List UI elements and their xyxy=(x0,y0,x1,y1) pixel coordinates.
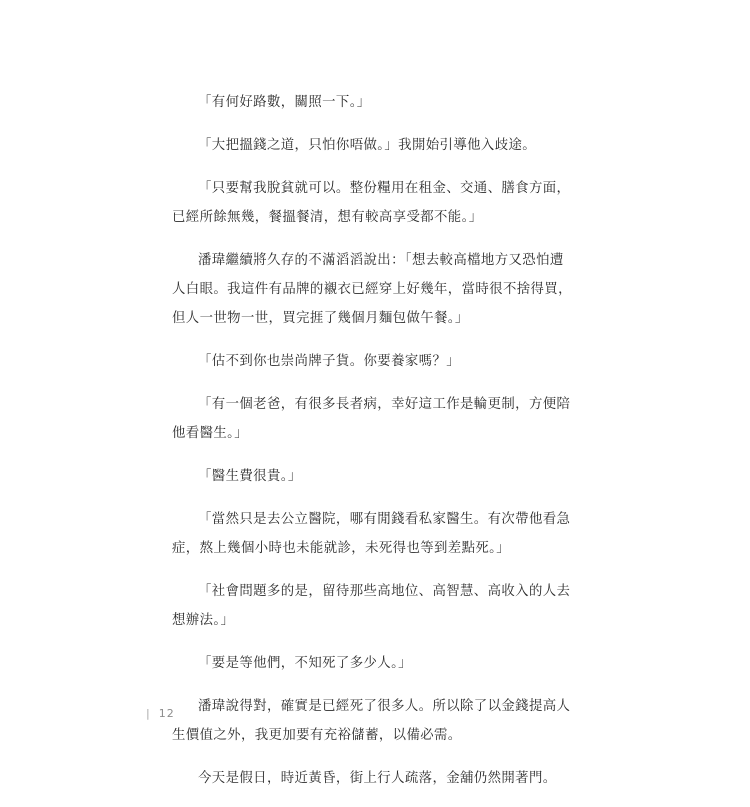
footer-separator: | xyxy=(146,707,151,720)
paragraph: 「醫生費很貴。」 xyxy=(198,469,302,484)
paragraph: 「大把搵錢之道，只怕你唔做。」我開始引導他入歧途。 xyxy=(198,138,537,153)
paragraph: 「社會問題多的是，留待那些高地位、高智慧、高收入的人去想辦法。」 xyxy=(172,584,571,628)
paragraph: 「要是等他們，不知死了多少人。」 xyxy=(198,656,412,671)
paragraph: 「有一個老爸，有很多長者病，幸好這工作是輪更制，方便陪他看醫生。」 xyxy=(172,397,571,441)
paragraph: 潘瑋繼續將久存的不滿滔滔說出：「想去較高檔地方又恐怕遭人白眼。我這件有品牌的襯衣已經穿上好幾年，當時很不捨得買，但人一世物一世，買完捱了幾個月麵包做午餐。」 xyxy=(172,253,572,326)
paragraph: 今天是假日，時近黃昏，街上行人疏落，金舖仍然開著門。 xyxy=(198,771,557,786)
paragraph: 「有何好路數，關照一下。」 xyxy=(198,95,371,110)
body-text xyxy=(172,88,572,807)
page-number: 12 xyxy=(158,707,175,720)
paragraph: 「當然只是去公立醫院，哪有閒錢看私家醫生。有次帶他看急症，熬上幾個小時也未能就診，未死得也等到差點死。」 xyxy=(172,512,571,556)
paragraph: 「估不到你也崇尚牌子貨。你要養家嗎？」 xyxy=(198,354,461,369)
paragraph: 「只要幫我脫貧就可以。整份糧用在租金、交通、膳食方面，已經所餘無幾，餐搵餐清，想有較高享受都不能。」 xyxy=(172,181,571,225)
paragraph: 潘瑋說得對，確實是已經死了很多人。所以除了以金錢提高人生價值之外，我更加要有充裕儲蓄，以備必需。 xyxy=(172,699,571,743)
page-footer xyxy=(146,707,175,720)
